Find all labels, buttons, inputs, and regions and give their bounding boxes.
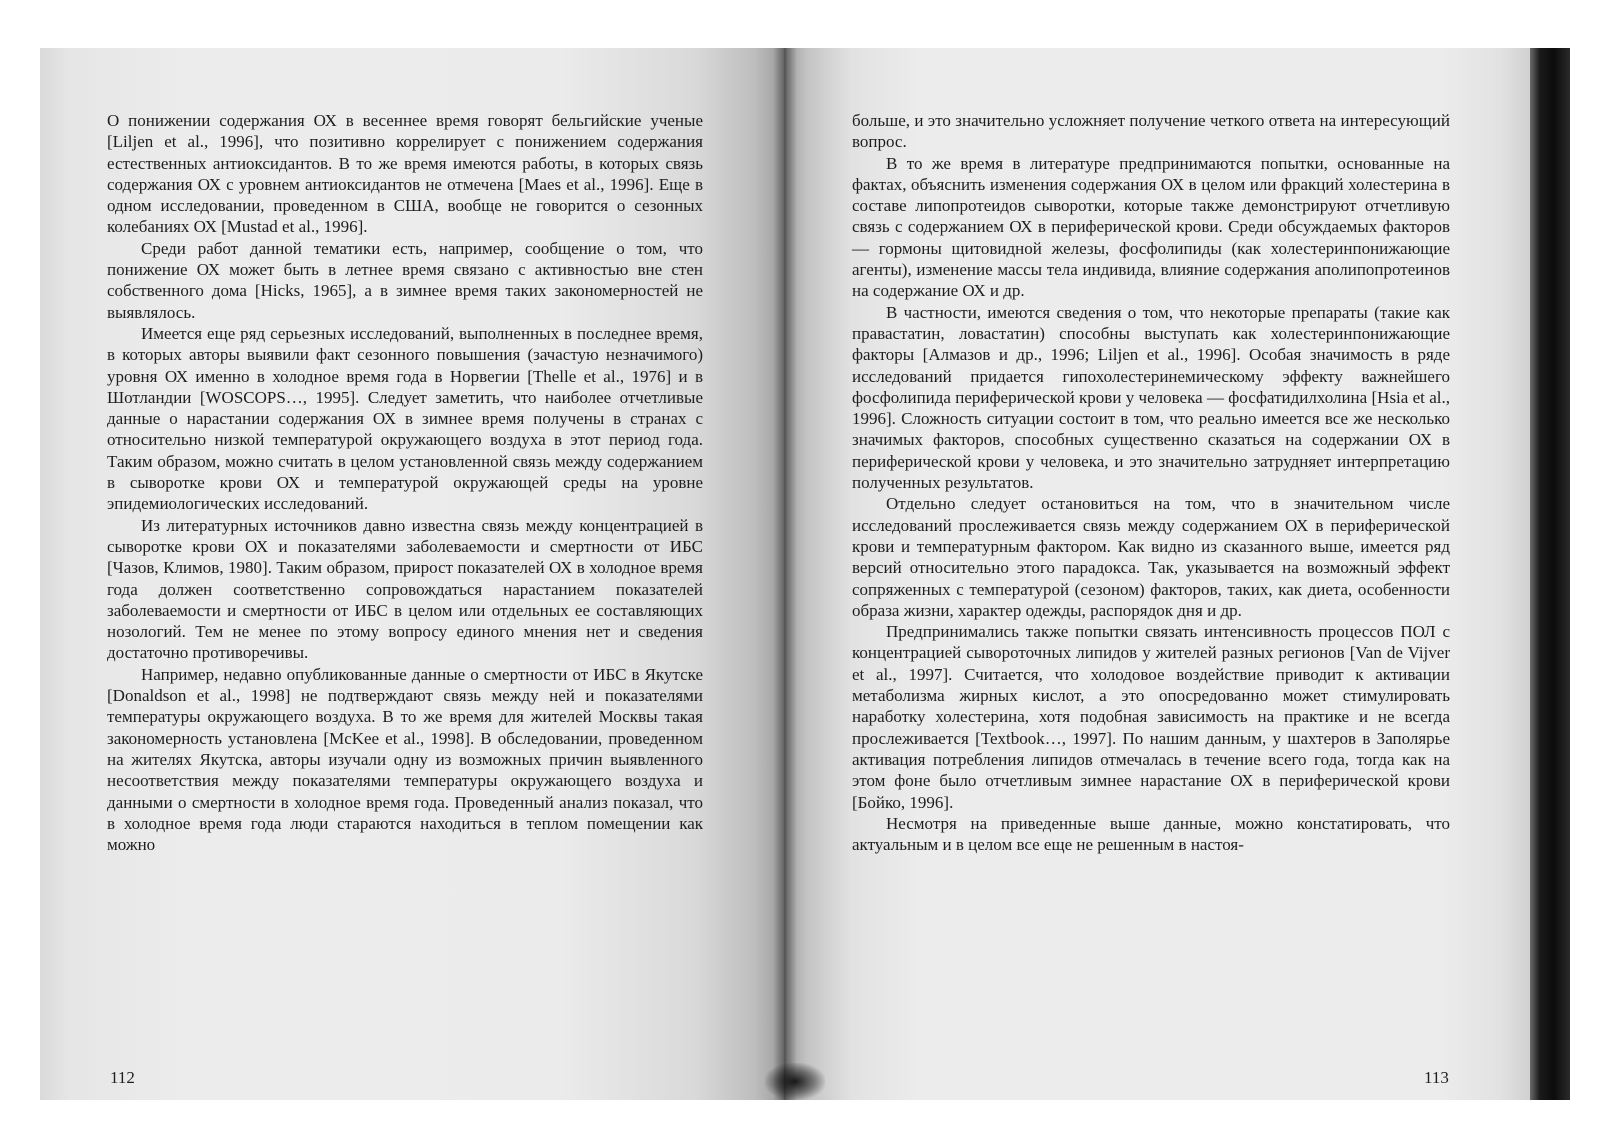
paragraph: Среди работ данной тематики есть, например, сообщение о том, что понижение ОХ может быть в летнее время связано с активностью вне стен собственного дома [Hicks, 1965], а в зимнее время таких закономерностей не выявлялось.	[107, 238, 703, 322]
paragraph: Несмотря на приведенные выше данные, можно констатировать, что актуальным и в целом все еще не решенным в настоя-	[852, 813, 1450, 855]
book-edge-shadow	[1530, 48, 1570, 1100]
book-spread	[40, 48, 1570, 1100]
paragraph: В то же время в литературе предпринимаются попытки, основанные на фактах, объяснить изменения содержания ОХ в целом или фракций холестерина в составе липопротеидов сыворотки, которые также демонстрируют отчетливую связь с содержанием ОХ в периферической крови. Среди обсуждаемых факторов — гормоны щитовидной железы, фосфолипиды (как холестеринпонижающие агенты), изменение массы тела индивида, влияние содержания аполипопротеинов на содержание ОХ и др.	[852, 153, 1450, 301]
right-page	[785, 48, 1530, 1100]
book-gutter	[773, 48, 797, 1100]
paragraph: Имеется еще ряд серьезных исследований, выполненных в последнее время, в которых авторы выявили факт сезонного повышения (зачастую незначимого) уровня ОХ именно в холодное время года в Норвегии [Thelle et al., 1976] и в Шотландии [WOSCOPS…, 1995]. Следует заметить, что наиболее отчетливые данные о нарастании содержания ОХ в зимнее время получены в странах с относительно низкой температурой окружающего воздуха в этот период года. Таким образом, можно считать в целом установленной связь между содержанием в сыворотке крови ОХ и температурой окружающей среды на уровне эпидемиологических исследований.	[107, 323, 703, 514]
paragraph: Предпринимались также попытки связать интенсивность процессов ПОЛ с концентрацией сывороточных липидов у жителей разных регионов [Van de Vijver et al., 1997]. Считается, что холодовое воздействие приводит к активации метаболизма жирных кислот, а это опосредованно может стимулировать наработку холестерина, хотя подобная зависимость на практике и не всегда прослеживается [Textbook…, 1997]. По нашим данным, у шахтеров в Заполярье активация потребления липидов отмечалась в течение всего года, тогда как на этом фоне было отчетливым зимнее нарастание ОХ в периферической крови [Бойко, 1996].	[852, 622, 1450, 812]
paragraph: В частности, имеются сведения о том, что некоторые препараты (такие как правастатин, ловастатин) способны выступать как холестеринпонижающие факторы [Алмазов и др., 1996; Liljen et al., 1996]. Особая значимость в ряде исследований придается гипохолестеринемическому эффекту важнейшего фосфолипида периферической крови у человека — фосфатидилхолина [Hsia et al., 1996]. Сложность ситуации состоит в том, что реально имеется все же несколько значимых факторов, способных существенно сказаться на содержании ОХ в периферической крови у человека, и это значительно затрудняет интерпретацию полученных результатов.	[852, 302, 1450, 493]
right-page-body	[852, 110, 1450, 855]
paragraph: О понижении содержания ОХ в весеннее время говорят бельгийские ученые [Liljen et al., 1996], что позитивно коррелирует с понижением содержания естественных антиоксидантов. В то же время имеются работы, в которых связь содержания ОХ с уровнем антиоксидантов не отмечена [Maes et al., 1996]. Еще в одном исследовании, проведенном в США, вообще не говорится о сезонных колебаниях ОХ [Mustad et al., 1996].	[107, 111, 703, 237]
paragraph: Из литературных источников давно известна связь между концентрацией в сыворотке крови ОХ и показателями заболеваемости и смертности от ИБС [Чазов, Климов, 1980]. Таким образом, прирост показателей ОХ в холодное время года должен соответственно сопровождаться нарастанием показателей заболеваемости и смертности от ИБС в целом или отдельных ее составляющих нозологий. Тем не менее по этому вопросу единого мнения нет и сведения достаточно противоречивы.	[107, 515, 703, 663]
page-number-right: 113	[1424, 1068, 1449, 1087]
paragraph: Например, недавно опубликованные данные о смертности от ИБС в Якутске [Donaldson et al., 1998] не подтверждают связь между ней и показателями температуры окружающего воздуха. В то же время для жителей Москвы такая закономерность установлена [McKee et al., 1998]. В обследовании, проведенном на жителях Якутска, авторы изучали одну из возможных причин выявленного несоответствия между показателями температуры окружающего воздуха и данными о смертности в холодное время года. Проведенный анализ показал, что в холодное время года люди стараются находиться в теплом помещении как можно	[107, 664, 703, 855]
paragraph: Отдельно следует остановиться на том, что в значительном числе исследований прослеживается связь между содержанием ОХ в периферической крови и температурным фактором. Как видно из сказанного выше, имеется ряд версий относительно этого парадокса. Так, указывается на возможный эффект сопряженных с температурой (сезоном) факторов, таких, как диета, особенности образа жизни, характер одежды, распорядок дня и др.	[852, 494, 1450, 620]
page-number-left: 112	[110, 1068, 135, 1087]
paragraph: больше, и это значительно усложняет получение четкого ответа на интересующий вопрос.	[852, 111, 1450, 152]
left-page	[40, 48, 785, 1100]
left-page-body	[107, 110, 703, 855]
gutter-shadow	[765, 1063, 825, 1100]
